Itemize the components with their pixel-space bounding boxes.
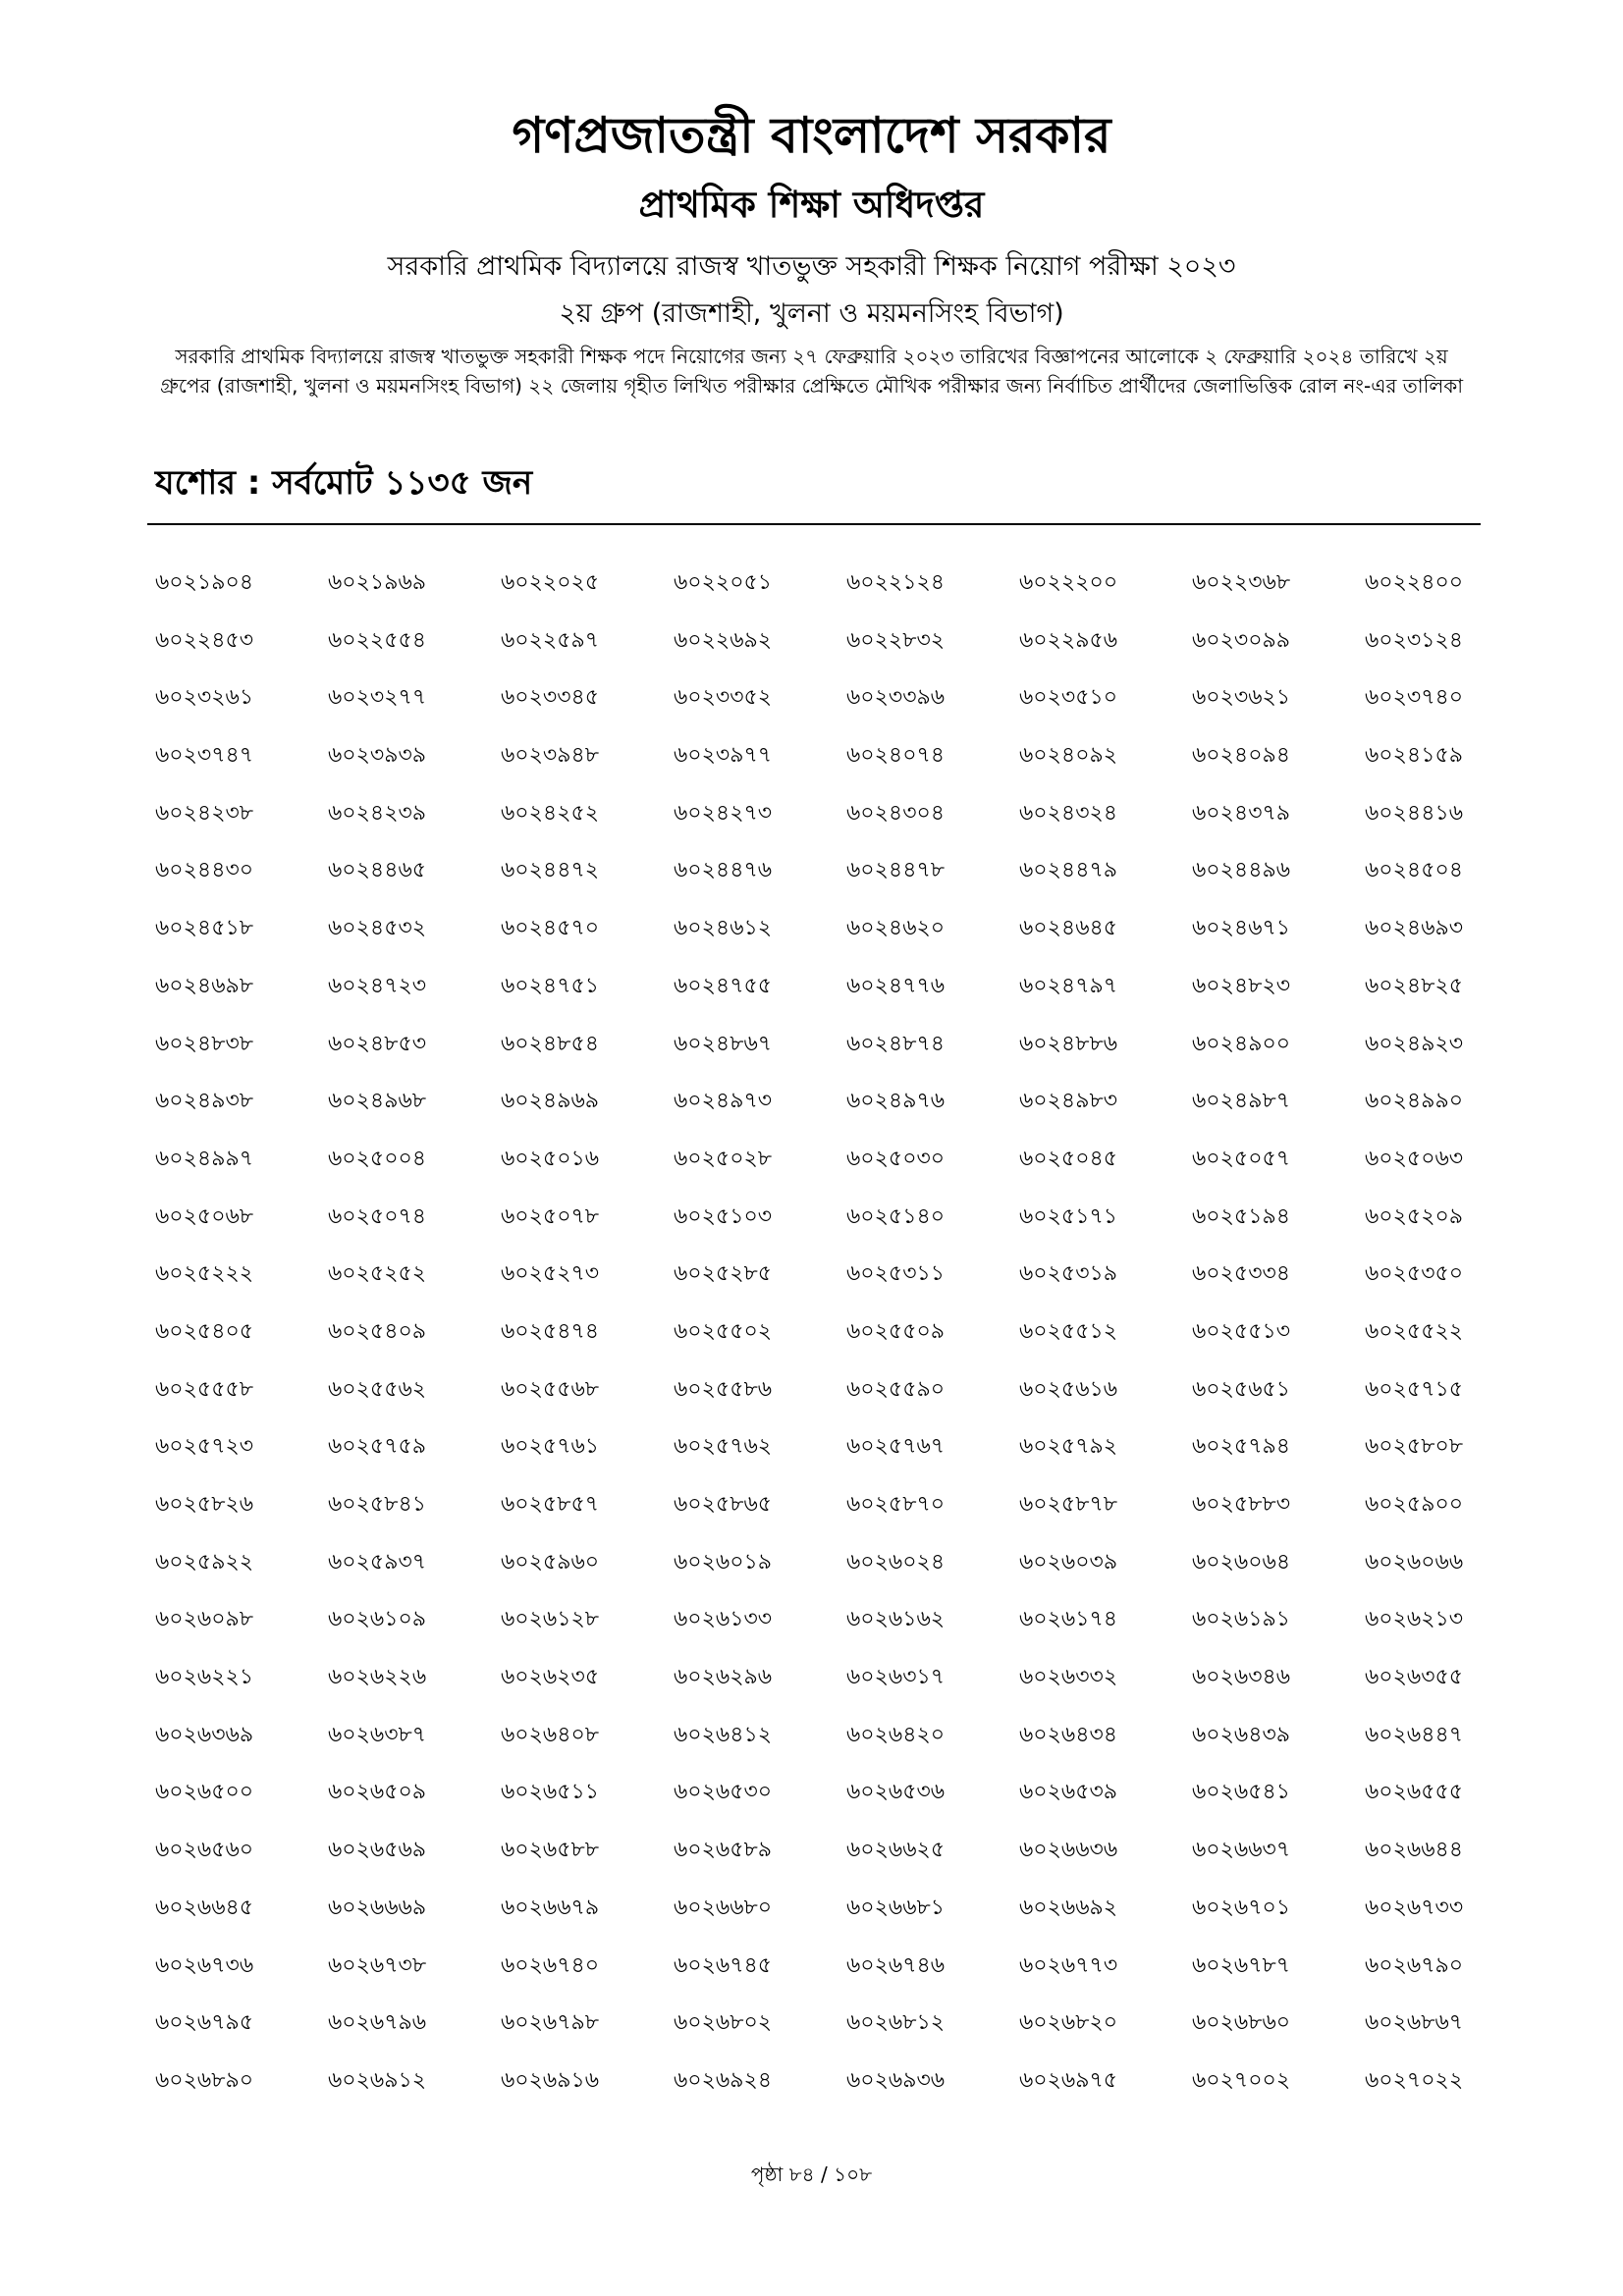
roll-number: ৬০২৪৪৭৬: [674, 858, 773, 883]
roll-number: ৬০২৫০৩০: [846, 1146, 946, 1171]
roll-number: ৬০২৪৯৬৮: [328, 1089, 427, 1114]
roll-number: ৬০২৬৩৮৭: [328, 1722, 427, 1747]
roll-number: ৬০২৪৫৩২: [328, 916, 427, 941]
roll-number: ৬০২৪৫৭০: [501, 916, 600, 941]
roll-number: ৬০২৫৫১৩: [1192, 1318, 1291, 1344]
roll-number: ৬০২৬৮০২: [674, 2010, 773, 2036]
roll-number: ৬০২৬৭৯০: [1365, 1952, 1464, 1978]
roll-number: ৬০২৫৫১২: [1019, 1318, 1118, 1344]
page-number: পৃষ্ঠা ৮৪ / ১০৮: [750, 2163, 873, 2186]
roll-number: ৬০২৫৭৬৭: [846, 1434, 946, 1460]
roll-number: ৬০২৬৬৬৯: [328, 1895, 427, 1920]
roll-number: ৬০২৬৭৪০: [501, 1952, 600, 1978]
roll-number: ৬০২১৯৬৯: [328, 570, 427, 595]
roll-number: ৬০২৬৬৪৫: [155, 1895, 254, 1920]
roll-number: ৬০২৬২২৬: [328, 1665, 427, 1690]
roll-number: ৬০২৬৬৪৪: [1365, 1838, 1464, 1863]
roll-number: ৬০২৬৬৩৭: [1192, 1838, 1291, 1863]
roll-number: ৬০২৬৮২০: [1019, 2010, 1118, 2036]
roll-number: ৬০২৫৭৯২: [1019, 1434, 1118, 1460]
roll-number: ৬০২৫৩১১: [846, 1261, 946, 1287]
roll-number: ৬০২৫০২৮: [674, 1146, 773, 1171]
roll-number: ৬০২৬০৬৬: [1365, 1549, 1464, 1575]
roll-number: ৬০২৫৮৪১: [328, 1492, 427, 1517]
roll-number: ৬০২৫০৭৪: [328, 1203, 427, 1229]
roll-number: ৬০২৫৮৭৮: [1019, 1492, 1118, 1517]
roll-number: ৬০২৬৫৬৯: [328, 1838, 427, 1863]
roll-number: ৬০২৬৫৬০: [155, 1838, 254, 1863]
roll-number: ৬০২৬৬২৫: [846, 1838, 946, 1863]
roll-number: ৬০২৪৬৯৩: [1365, 916, 1464, 941]
roll-number: ৬০২৫৭৬২: [674, 1434, 773, 1460]
roll-number: ৬০২৬২৯৬: [674, 1665, 773, 1690]
roll-number: ৬০২৫২৮৫: [674, 1261, 773, 1287]
roll-number: ৬০২৪৮২৫: [1365, 973, 1464, 998]
roll-number: ৬০২৬৫০৯: [328, 1780, 427, 1805]
roll-number: ৬০২৬৫৩০: [674, 1780, 773, 1805]
roll-number: ৬০২৫৮৫৭: [501, 1492, 600, 1517]
roll-number: ৬০২৩৬২১: [1192, 685, 1291, 711]
roll-number: ৬০২৬৭৪৬: [846, 1952, 946, 1978]
roll-number: ৬০২৬০৩৯: [1019, 1549, 1118, 1575]
group-title: ২য় গ্রুপ (রাজশাহী, খুলনা ও ময়মনসিংহ বিভাগ): [559, 298, 1064, 329]
roll-number: ৬০২৬৭৩৬: [155, 1952, 254, 1978]
roll-number: ৬০২৫৭৫৯: [328, 1434, 427, 1460]
roll-number: ৬০২৫২০৯: [1365, 1203, 1464, 1229]
roll-number: ৬০২৫০৬৩: [1365, 1146, 1464, 1171]
roll-number: ৬০২৬৭৩৮: [328, 1952, 427, 1978]
roll-number: ৬০২৪৭৯৭: [1019, 973, 1118, 998]
roll-number: ৬০২৬৪১২: [674, 1722, 773, 1747]
roll-number: ৬০২৫১৯৪: [1192, 1203, 1291, 1229]
roll-number: ৬০২৬৯১২: [328, 2067, 427, 2093]
roll-number: ৬০২৪৭৫১: [501, 973, 600, 998]
roll-number: ৬০২৪০৭৪: [846, 743, 946, 769]
roll-number: ৬০২৫১৪০: [846, 1203, 946, 1229]
roll-number: ৬০২৪৫০৪: [1365, 858, 1464, 883]
roll-number: ৬০২৪৯২৩: [1365, 1031, 1464, 1056]
roll-number: ৬০২৩৩৯৬: [846, 685, 946, 711]
roll-number: ৬০২৬৯২৪: [674, 2067, 773, 2093]
roll-number: ৬০২৬৩৪৬: [1192, 1665, 1291, 1690]
roll-number: ৬০২৪৯৯৭: [155, 1146, 254, 1171]
roll-number: ৬০২৪৪৯৬: [1192, 858, 1291, 883]
roll-number: ৬০২৫৫৯০: [846, 1376, 946, 1402]
roll-number: ৬০২৫৮২৬: [155, 1492, 254, 1517]
roll-number: ৬০২৫৭৬১: [501, 1434, 600, 1460]
roll-number: ৬০২৩২৬১: [155, 685, 254, 711]
roll-number: ৬০২৩৯৩৯: [328, 743, 427, 769]
roll-number: ৬০২৫৭১৫: [1365, 1376, 1464, 1402]
roll-number: ৬০২৪৪৭২: [501, 858, 600, 883]
roll-number: ৬০২৬৫৩৯: [1019, 1780, 1118, 1805]
roll-number: ৬০২৬৮১২: [846, 2010, 946, 2036]
roll-number: ৬০২৬৫০০: [155, 1780, 254, 1805]
roll-number: ৬০২৪০৯২: [1019, 743, 1118, 769]
roll-number: ৬০২৪৭২৩: [328, 973, 427, 998]
roll-number: ৬০২৫৫৬২: [328, 1376, 427, 1402]
roll-number: ৬০২৩৩৫২: [674, 685, 773, 711]
department-title: প্রাথমিক শিক্ষা অধিদপ্তর: [638, 184, 985, 226]
roll-number: ৬০২৫০১৬: [501, 1146, 600, 1171]
roll-number: ৬০২৫৪০৯: [328, 1318, 427, 1344]
roll-number: ৬০২৪৯৩৮: [155, 1089, 254, 1114]
roll-number: ৬০২৬৭৪৫: [674, 1952, 773, 1978]
roll-number: ৬০২৪৭৫৫: [674, 973, 773, 998]
roll-number: ৬০২৪৩০৪: [846, 800, 946, 826]
roll-number: ৬০২২৫৫৪: [328, 627, 427, 653]
roll-number: ৬০২৪৯৭৩: [674, 1089, 773, 1114]
roll-number: ৬০২৬২১৩: [1365, 1607, 1464, 1632]
roll-number: ৬০২৪০৯৪: [1192, 743, 1291, 769]
roll-number: ৬০২৪২৩৯: [328, 800, 427, 826]
roll-number: ৬০২৫২৭৩: [501, 1261, 600, 1287]
roll-number: ৬০২২৫৯৭: [501, 627, 600, 653]
roll-number: ৬০২৬১৭৪: [1019, 1607, 1118, 1632]
roll-number: ৬০২৪৮৭৪: [846, 1031, 946, 1056]
heading-divider: [147, 523, 1481, 525]
roll-number: ৬০২৬৪০৮: [501, 1722, 600, 1747]
roll-number: ৬০২৬৭৮৭: [1192, 1952, 1291, 1978]
roll-number: ৬০২৫১৭১: [1019, 1203, 1118, 1229]
roll-number: ৬০২৫০৫৭: [1192, 1146, 1291, 1171]
roll-number: ৬০২৫৬১৬: [1019, 1376, 1118, 1402]
roll-number: ৬০২৬৬৮১: [846, 1895, 946, 1920]
roll-number: ৬০২৬১২৮: [501, 1607, 600, 1632]
roll-number: ৬০২৫৫০২: [674, 1318, 773, 1344]
roll-number: ৬০২৬৮৬৭: [1365, 2010, 1464, 2036]
roll-number: ৬০২৪৯৯০: [1365, 1089, 1464, 1114]
roll-number: ৬০২২০২৫: [501, 570, 600, 595]
roll-number: ৬০২৫৫৮৬: [674, 1376, 773, 1402]
roll-number: ৬০২৫০৭৮: [501, 1203, 600, 1229]
roll-number: ৬০২৬৭৩৩: [1365, 1895, 1464, 1920]
roll-number: ৬০২৪৩২৪: [1019, 800, 1118, 826]
roll-number-grid: [155, 563, 1490, 2119]
roll-number: ৬০২৪৪৭৯: [1019, 858, 1118, 883]
roll-number: ৬০২৩০৯৯: [1192, 627, 1291, 653]
roll-number: ৬০২৫০৬৮: [155, 1203, 254, 1229]
roll-number: ৬০২৬৪৩৪: [1019, 1722, 1118, 1747]
roll-number: ৬০২৫৭৯৪: [1192, 1434, 1291, 1460]
roll-number: ৬০২৭০২২: [1365, 2067, 1464, 2093]
roll-number: ৬০২৪৫১৮: [155, 916, 254, 941]
roll-number: ৬০২৪৬১২: [674, 916, 773, 941]
roll-number: ৬০২৬৪৪৭: [1365, 1722, 1464, 1747]
roll-number: ৬০২৩৭৪০: [1365, 685, 1464, 711]
notice-paragraph: সরকারি প্রাথমিক বিদ্যালয়ে রাজস্ব খাতভুক্ত সহকারী শিক্ষক পদে নিয়োগের জন্য ২৭ ফেব্রুয়ারি ২০২৩ তারিখের বিজ্ঞাপনের আলোকে ২ ফেব্রুয়ারি ২০২৪ তারিখে ২য় গ্রুপের (রাজশাহী, খুলনা ও ময়মনসিংহ বিভাগ) ২২ জেলায় গৃহীত লিখিত পরীক্ষার প্রেক্ষিতে মৌখিক পরীক্ষার জন্য নির্বাচিত প্রার্থীদের জেলাভিত্তিক রোল নং-এর তালিকা: [159, 345, 1464, 398]
roll-number: ৬০২৫২৫২: [328, 1261, 427, 1287]
roll-number: ৬০২২৯৫৬: [1019, 627, 1118, 653]
roll-number: ৬০২৫৯৬০: [501, 1549, 600, 1575]
roll-number: ৬০২৩৭৪৭: [155, 743, 254, 769]
roll-number: ৬০২৬১০৯: [328, 1607, 427, 1632]
roll-number: ৬০২৬৫৫৫: [1365, 1780, 1464, 1805]
roll-number: ৬০২১৯০৪: [155, 570, 254, 595]
roll-number: ৬০২৫৩৫০: [1365, 1261, 1464, 1287]
roll-number: ৬০২৪২৭৩: [674, 800, 773, 826]
roll-number: ৬০২৫১০৩: [674, 1203, 773, 1229]
roll-number: ৬০২৬১৩৩: [674, 1607, 773, 1632]
roll-number: ৬০২৫০০৪: [328, 1146, 427, 1171]
roll-number: ৬০২৬২৩৫: [501, 1665, 600, 1690]
roll-number: ৬০২৫৫২২: [1365, 1318, 1464, 1344]
roll-number: ৬০২৩৯৭৭: [674, 743, 773, 769]
roll-number: ৬০২৫৫৬৮: [501, 1376, 600, 1402]
roll-number: ৬০২৪২৩৮: [155, 800, 254, 826]
government-title: গণপ্রজাতন্ত্রী বাংলাদেশ সরকার: [512, 107, 1111, 164]
roll-number: ৬০২২৩৬৮: [1192, 570, 1291, 595]
roll-number: ৬০২৬০৯৮: [155, 1607, 254, 1632]
roll-number: ৬০২৫৫৫৮: [155, 1376, 254, 1402]
roll-number: ৬০২৪৯৮৭: [1192, 1089, 1291, 1114]
roll-number: ৬০২৬১৬২: [846, 1607, 946, 1632]
roll-number: ৬০২৬৬৭৯: [501, 1895, 600, 1920]
roll-number: ৬০২৪৮৬৭: [674, 1031, 773, 1056]
roll-number: ৬০২৬৬৩৬: [1019, 1838, 1118, 1863]
roll-number: ৬০২২৬৯২: [674, 627, 773, 653]
roll-number: ৬০২৫৮৮৩: [1192, 1492, 1291, 1517]
roll-number: ৬০২৫২২২: [155, 1261, 254, 1287]
roll-number: ৬০২৬৭৯৮: [501, 2010, 600, 2036]
roll-number: ৬০২৬১৯১: [1192, 1607, 1291, 1632]
roll-number: ৬০২৬৫১১: [501, 1780, 600, 1805]
roll-number: ৬০২৪১৫৯: [1365, 743, 1464, 769]
roll-number: ৬০২৩১২৪: [1365, 627, 1464, 653]
roll-number: ৬০২৫৮৭০: [846, 1492, 946, 1517]
roll-number: ৬০২২৪৫৩: [155, 627, 254, 653]
roll-number: ৬০২৫০৪৫: [1019, 1146, 1118, 1171]
roll-number: ৬০২৬২২১: [155, 1665, 254, 1690]
roll-number: ৬০২৬৯১৬: [501, 2067, 600, 2093]
roll-number: ৬০২৬৭০১: [1192, 1895, 1291, 1920]
roll-number: ৬০২৫৫০৯: [846, 1318, 946, 1344]
roll-number: ৬০২৬৭৯৬: [328, 2010, 427, 2036]
roll-number: ৬০২৪৬৪৫: [1019, 916, 1118, 941]
roll-number: ৬০২৬৭৯৫: [155, 2010, 254, 2036]
roll-number: ৬০২৫৯৩৭: [328, 1549, 427, 1575]
roll-number: ৬০২৬৫৮৮: [501, 1838, 600, 1863]
roll-number: ৬০২৫৭২৩: [155, 1434, 254, 1460]
roll-number: ৬০২৪৮৮৬: [1019, 1031, 1118, 1056]
roll-number: ৬০২২৪০০: [1365, 570, 1464, 595]
roll-number: ৬০২৪৮৫৪: [501, 1031, 600, 1056]
roll-number: ৬০২৫৪৭৪: [501, 1318, 600, 1344]
roll-number: ৬০২৪৪৬৫: [328, 858, 427, 883]
roll-number: ৬০২৪৮৩৮: [155, 1031, 254, 1056]
roll-number: ৬০২৬৫৮৯: [674, 1838, 773, 1863]
roll-number: ৬০২৪৯৮৩: [1019, 1089, 1118, 1114]
roll-number: ৬০২৬৫৪১: [1192, 1780, 1291, 1805]
roll-number: ৬০২৪৪৭৮: [846, 858, 946, 883]
roll-number: ৬০২৩৩৪৫: [501, 685, 600, 711]
roll-number: ৬০২৪৬৭১: [1192, 916, 1291, 941]
roll-number: ৬০২৪৮৫৩: [328, 1031, 427, 1056]
roll-number: ৬০২৪৭৭৬: [846, 973, 946, 998]
roll-number: ৬০২৪৯৬৯: [501, 1089, 600, 1114]
roll-number: ৬০২৬৭৭৩: [1019, 1952, 1118, 1978]
roll-number: ৬০২৬০২৪: [846, 1549, 946, 1575]
roll-number: ৬০২৭০০২: [1192, 2067, 1291, 2093]
roll-number: ৬০২৪৬৯৮: [155, 973, 254, 998]
roll-number: ৬০২৬৪২০: [846, 1722, 946, 1747]
roll-number: ৬০২৬৮৬০: [1192, 2010, 1291, 2036]
roll-number: ৬০২৫৮৬৫: [674, 1492, 773, 1517]
roll-number: ৬০২৪৮২৩: [1192, 973, 1291, 998]
roll-number: ৬০২৬৬৯২: [1019, 1895, 1118, 1920]
roll-number: ৬০২৬৫৩৬: [846, 1780, 946, 1805]
roll-number: ৬০২২৮৩২: [846, 627, 946, 653]
roll-number: ৬০২৬৩৬৯: [155, 1722, 254, 1747]
roll-number: ৬০২৬০৬৪: [1192, 1549, 1291, 1575]
roll-number: ৬০২৬৩৩২: [1019, 1665, 1118, 1690]
roll-number: ৬০২৫৯২২: [155, 1549, 254, 1575]
roll-number: ৬০২৫৩১৯: [1019, 1261, 1118, 1287]
district-heading: যশোর : সর্বমোট ১১৩৫ জন: [155, 463, 533, 503]
roll-number: ৬০২২২০০: [1019, 570, 1118, 595]
roll-number: ৬০২৩৫১০: [1019, 685, 1118, 711]
roll-number: ৬০২৪৪১৬: [1365, 800, 1464, 826]
roll-number: ৬০২৪৬২০: [846, 916, 946, 941]
roll-number: ৬০২৬৩১৭: [846, 1665, 946, 1690]
roll-number: ৬০২৩২৭৭: [328, 685, 427, 711]
roll-number: ৬০২৬৯৭৫: [1019, 2067, 1118, 2093]
roll-number: ৬০২৪২৫২: [501, 800, 600, 826]
roll-number: ৬০২২০৫১: [674, 570, 773, 595]
roll-number: ৬০২৫৬৫১: [1192, 1376, 1291, 1402]
roll-number: ৬০২৬৮৯০: [155, 2067, 254, 2093]
roll-number: ৬০২৪৯০০: [1192, 1031, 1291, 1056]
roll-number: ৬০২৬৩৫৫: [1365, 1665, 1464, 1690]
roll-number: ৬০২৪৩৭৯: [1192, 800, 1291, 826]
roll-number: ৬০২৬৪৩৯: [1192, 1722, 1291, 1747]
roll-number: ৬০২৫৪০৫: [155, 1318, 254, 1344]
roll-number: ৬০২২১২৪: [846, 570, 946, 595]
roll-number: ৬০২৫৯০০: [1365, 1492, 1464, 1517]
roll-number: ৬০২৬৯৩৬: [846, 2067, 946, 2093]
roll-number: ৬০২৫৩৩৪: [1192, 1261, 1291, 1287]
exam-title: সরকারি প্রাথমিক বিদ্যালয়ে রাজস্ব খাতভুক্ত সহকারী শিক্ষক নিয়োগ পরীক্ষা ২০২৩: [387, 251, 1236, 282]
roll-number: ৬০২৫৮০৮: [1365, 1434, 1464, 1460]
roll-number: ৬০২৩৯৪৮: [501, 743, 600, 769]
roll-number: ৬০২৬৬৮০: [674, 1895, 773, 1920]
roll-number: ৬০২৬০১৯: [674, 1549, 773, 1575]
roll-number: ৬০২৪৪৩০: [155, 858, 254, 883]
roll-number: ৬০২৪৯৭৬: [846, 1089, 946, 1114]
